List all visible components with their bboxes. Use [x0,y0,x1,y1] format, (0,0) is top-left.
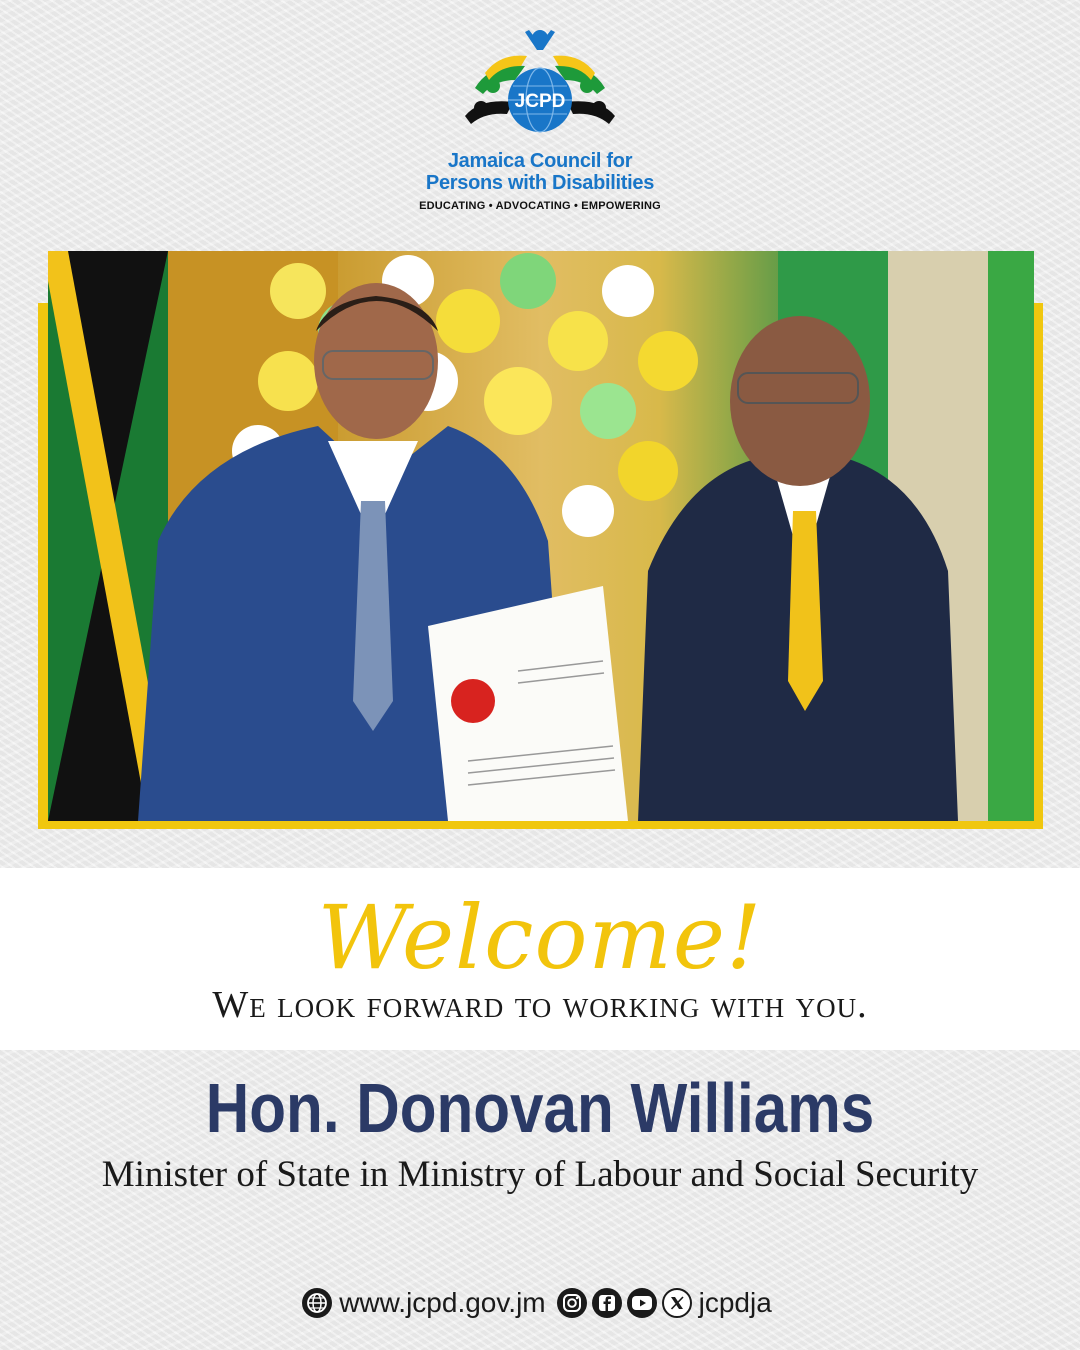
facebook-icon[interactable] [592,1288,622,1318]
svg-text:JCPD: JCPD [514,91,566,112]
ceremony-photo [48,251,1034,821]
person-name: Hon. Donovan Williams [205,1069,875,1147]
person-title: Minister of State in Ministry of Labour and Social Security [101,1154,979,1195]
jcpd-logo [0,28,1080,212]
instagram-icon[interactable] [557,1288,587,1318]
org-name [0,150,1080,194]
org-name-line1: Jamaica Council for [447,150,633,172]
youtube-icon[interactable] [627,1288,657,1318]
welcome-subtitle: We look forward to working with you. [212,984,868,1026]
x-icon[interactable] [662,1288,692,1318]
website-link[interactable]: www.jcpd.gov.jm [339,1287,546,1318]
welcome-heading: Welcome! [317,886,763,989]
org-tagline: EDUCATING • ADVOCATING • EMPOWERING [419,200,661,212]
jcpd-logo-emblem [455,28,625,146]
globe-icon [302,1288,332,1318]
footer-contacts [0,1283,1080,1323]
org-name-line2: Persons with Disabilities [425,172,655,194]
social-handle[interactable]: jcpdja [698,1287,772,1318]
